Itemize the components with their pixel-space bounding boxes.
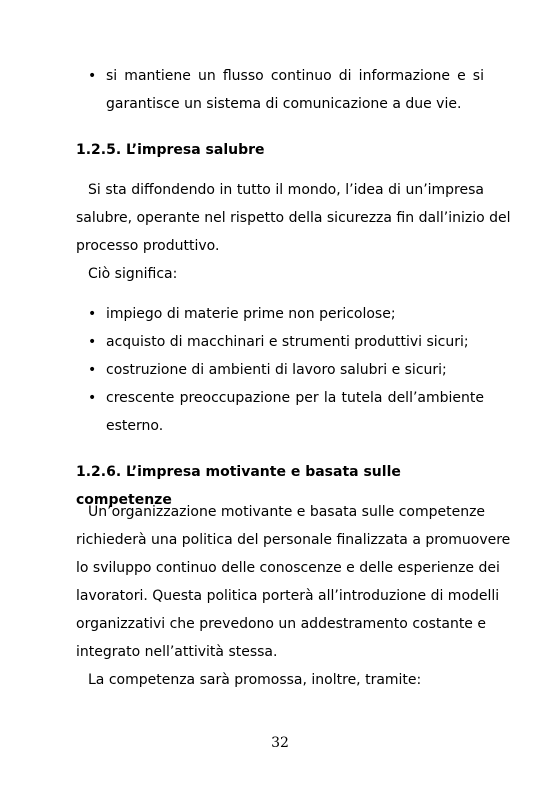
paragraph-line: lo sviluppo continuo delle conoscenze e delle esperienze dei xyxy=(76,560,500,576)
bullet-item xyxy=(76,356,484,384)
bullet-text-continuation: garantisce un sistema di comunicazione a due vie. xyxy=(106,96,462,112)
bullet-item xyxy=(76,384,484,412)
bullet-item xyxy=(76,300,484,328)
bullet-icon: • xyxy=(88,68,97,84)
bullet-icon: • xyxy=(88,334,97,350)
section-heading: 1.2.6. L’impresa motivante e basata sulle competenze xyxy=(76,464,401,508)
paragraph xyxy=(76,498,511,666)
bullet-text: crescente preoccupazione per la tutela dell’ambiente xyxy=(106,390,484,406)
bullet-item xyxy=(76,62,484,90)
paragraph-line: integrato nell’attività stessa. xyxy=(76,644,278,660)
page-number: 32 xyxy=(271,735,289,751)
bullet-text: impiego di materie prime non pericolose; xyxy=(106,306,396,322)
paragraph-line: salubre, operante nel rispetto della sicurezza fin dall’inizio del xyxy=(76,210,511,226)
paragraph xyxy=(76,176,511,260)
paragraph-line: Si sta diffondendo in tutto il mondo, l’idea di un’impresa xyxy=(88,182,484,198)
bullet-item xyxy=(76,328,484,356)
bullet-icon: • xyxy=(88,390,97,406)
paragraph-closing: La competenza sarà promossa, inoltre, tramite: xyxy=(88,672,422,688)
paragraph-line: Un’organizzazione motivante e basata sulle competenze xyxy=(88,504,486,520)
section-heading: 1.2.5. L’impresa salubre xyxy=(76,142,265,158)
paragraph-lead: Ciò significa: xyxy=(88,266,178,282)
bullet-icon: • xyxy=(88,306,97,322)
paragraph-line: processo produttivo. xyxy=(76,238,220,254)
bullet-icon: • xyxy=(88,362,97,378)
bullet-text-continuation: esterno. xyxy=(106,418,164,434)
bullet-text: acquisto di macchinari e strumenti produttivi sicuri; xyxy=(106,334,469,350)
bullet-text: costruzione di ambienti di lavoro salubri e sicuri; xyxy=(106,362,447,378)
bullet-list xyxy=(76,300,484,440)
paragraph-line: organizzativi che prevedono un addestramento costante e xyxy=(76,616,486,632)
bullet-text: si mantiene un flusso continuo di informazione e si xyxy=(106,68,484,84)
paragraph-line: lavoratori. Questa politica porterà all’introduzione di modelli xyxy=(76,588,500,604)
document-page xyxy=(76,62,511,694)
paragraph-line: richiederà una politica del personale finalizzata a promuovere xyxy=(76,532,511,548)
